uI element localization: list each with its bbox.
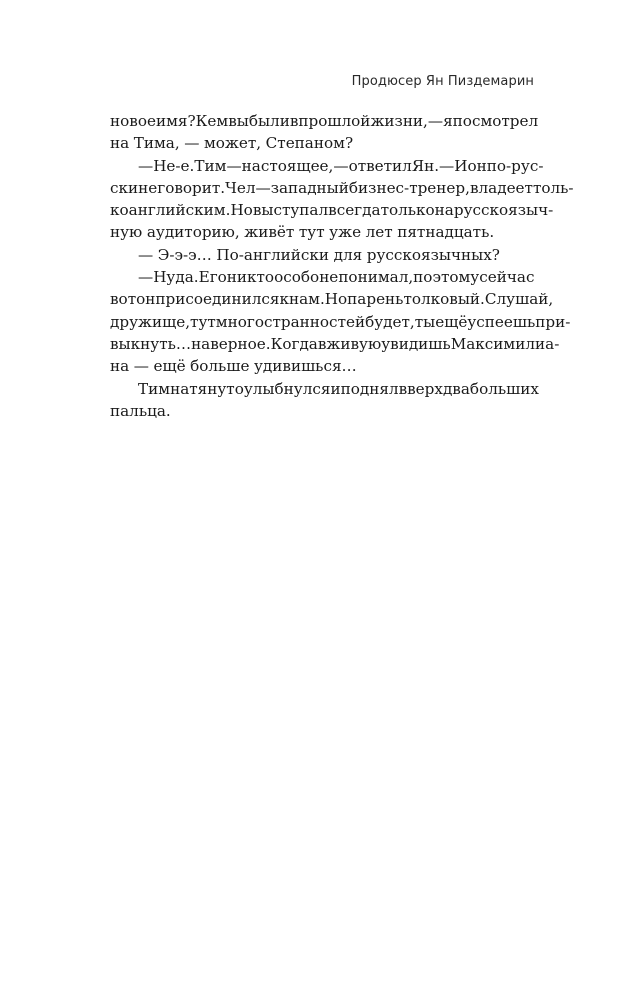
text-line: ную аудиторию, живёт тут уже лет пятнадцать. — [110, 223, 495, 242]
text-line: на — ещё больше удивишься… — [110, 357, 357, 376]
text-line: дружище, тут много странностей будет, ты ещё успеешь при- — [110, 312, 571, 331]
text-line: Тим натянуто улыбнулся и поднял вверх два больших — [138, 379, 539, 398]
text-line: ски не говорит. Чел — западный бизнес-тренер, владеет толь- — [110, 178, 574, 197]
text-line: — Ну да. Его никто особо не понимал, поэтому сейчас — [138, 268, 535, 287]
text-line: выкнуть… наверное. Когда вживую увидишь Максимилиа- — [110, 334, 560, 353]
text-line: пальца. — [110, 401, 171, 420]
text-line: вот он присоединился к нам. Но парень толковый. Слушай, — [110, 290, 554, 309]
text-line: на Тима, — может, Степаном? — [110, 134, 354, 153]
text-line: — Э-э-э… По-английски для русскоязычных? — [138, 245, 500, 264]
text-line: ко английским. Но выступал всегда только на русскоязыч- — [110, 201, 554, 220]
running-head: Продюсер Ян Пиздемарин — [351, 74, 534, 89]
body-text — [110, 110, 574, 422]
text-line: новое имя? Кем вы были в прошлой жизни, — я посмотрел — [110, 112, 539, 130]
text-line: — Не-е. Тим — настоящее, — ответил Ян. — И он по-рус- — [138, 156, 544, 175]
